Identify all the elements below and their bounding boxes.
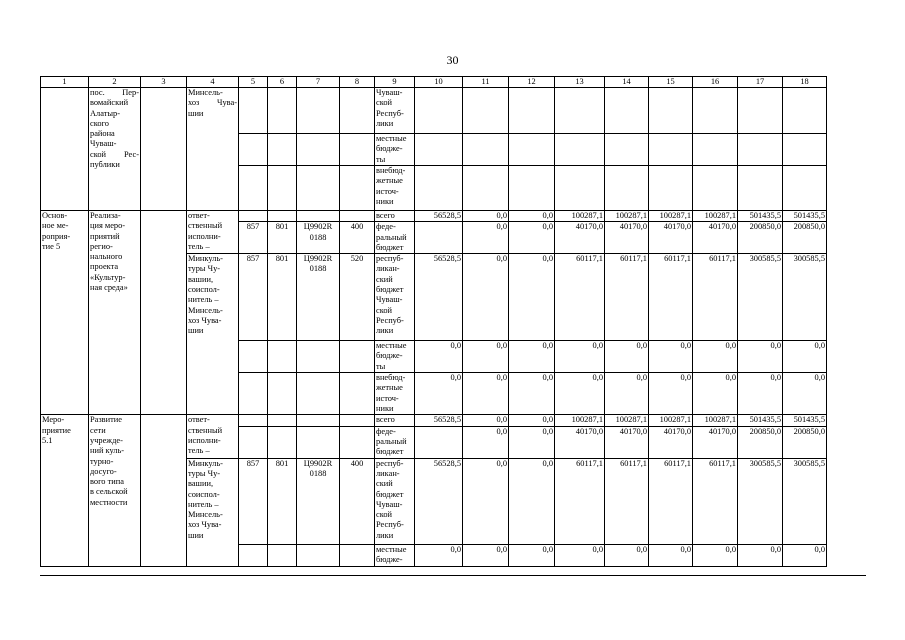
- value-cell: 40170,0: [555, 426, 605, 458]
- cell: [415, 88, 463, 134]
- cell: [239, 544, 268, 566]
- value-cell: 40170,0: [605, 222, 649, 254]
- value-cell: 0,0: [463, 222, 509, 254]
- value-cell: 56528,5: [415, 211, 463, 222]
- cell: 857: [239, 222, 268, 254]
- cell: [463, 166, 509, 211]
- cell: [783, 134, 827, 166]
- header-cell: 12: [509, 77, 555, 88]
- value-cell: 0,0: [415, 341, 463, 373]
- value-cell: 100287,1: [605, 415, 649, 426]
- value-cell: 60117,1: [693, 458, 738, 544]
- value-cell: 0,0: [649, 373, 693, 415]
- cell: 400: [340, 458, 375, 544]
- value-cell: 200850,0: [738, 222, 783, 254]
- value-cell: 60117,1: [649, 254, 693, 341]
- cell: [415, 134, 463, 166]
- cell: [649, 134, 693, 166]
- value-cell: 300585,5: [783, 254, 827, 341]
- value-cell: 200850,0: [783, 222, 827, 254]
- header-cell: 17: [738, 77, 783, 88]
- value-cell: 0,0: [509, 373, 555, 415]
- value-cell: 0,0: [509, 458, 555, 544]
- value-cell: 501435,5: [783, 415, 827, 426]
- value-cell: 0,0: [649, 341, 693, 373]
- cell: [268, 415, 297, 426]
- cell: [239, 341, 268, 373]
- value-cell: 40170,0: [555, 222, 605, 254]
- value-cell: 0,0: [738, 341, 783, 373]
- cell: Ц9902R 0188: [297, 222, 340, 254]
- funding-source-cell: респуб- ликан- ский бюджет Чуваш- ской Респуб- лики: [375, 458, 415, 544]
- table-row: [41, 88, 827, 134]
- cell: [340, 426, 375, 458]
- funding-source-cell: всего: [375, 211, 415, 222]
- cell: [649, 166, 693, 211]
- header-cell: 5: [239, 77, 268, 88]
- value-cell: 0,0: [463, 254, 509, 341]
- cell: [605, 134, 649, 166]
- cell: [340, 544, 375, 566]
- table-row: [41, 211, 827, 222]
- activity-cell: Меро- приятие 5.1: [41, 415, 89, 566]
- cell: [693, 134, 738, 166]
- value-cell: 200850,0: [738, 426, 783, 458]
- activity-name-cell: пос. Пер- вомайский Алатыр- ского района Чуваш- ской Рес- публики: [89, 88, 141, 211]
- cell: 857: [239, 458, 268, 544]
- executor-cell: Минкуль- туры Чу- вашии, соиспол- нитель – Минсель- хоз Чува- шии: [187, 254, 239, 415]
- cell: [340, 211, 375, 222]
- cell: [509, 88, 555, 134]
- cell: [415, 166, 463, 211]
- cell: [738, 166, 783, 211]
- cell: [297, 88, 340, 134]
- value-cell: 100287,1: [693, 211, 738, 222]
- cell: 857: [239, 254, 268, 341]
- value-cell: 56528,5: [415, 458, 463, 544]
- value-cell: 40170,0: [649, 426, 693, 458]
- cell: [297, 134, 340, 166]
- cell: 801: [268, 254, 297, 341]
- value-cell: 60117,1: [605, 254, 649, 341]
- cell: [268, 134, 297, 166]
- cell: [340, 134, 375, 166]
- cell: [239, 166, 268, 211]
- value-cell: 0,0: [415, 544, 463, 566]
- cell: [297, 341, 340, 373]
- value-cell: 0,0: [509, 254, 555, 341]
- value-cell: 0,0: [463, 458, 509, 544]
- header-cell: 4: [187, 77, 239, 88]
- cell: [509, 134, 555, 166]
- value-cell: 501435,5: [783, 211, 827, 222]
- cell: [297, 211, 340, 222]
- header-cell: 9: [375, 77, 415, 88]
- funding-source-cell: местные бюдже-: [375, 544, 415, 566]
- value-cell: 300585,5: [783, 458, 827, 544]
- cell: [239, 134, 268, 166]
- header-cell: 8: [340, 77, 375, 88]
- executor-cell: ответ- ственный исполни- тель –: [187, 415, 239, 458]
- cell: [239, 373, 268, 415]
- cell: [141, 88, 187, 211]
- value-cell: 0,0: [555, 341, 605, 373]
- cell: [297, 415, 340, 426]
- cell: [649, 88, 693, 134]
- value-cell: [415, 426, 463, 458]
- budget-table: [40, 76, 827, 567]
- funding-source-cell: всего: [375, 415, 415, 426]
- cell: [340, 415, 375, 426]
- header-cell: 18: [783, 77, 827, 88]
- header-row: [41, 77, 827, 88]
- cell: [693, 166, 738, 211]
- value-cell: 60117,1: [555, 458, 605, 544]
- cell: [555, 134, 605, 166]
- value-cell: 300585,5: [738, 458, 783, 544]
- header-cell: 6: [268, 77, 297, 88]
- cell: [268, 88, 297, 134]
- value-cell: 0,0: [415, 373, 463, 415]
- funding-source-cell: респуб- ликан- ский бюджет Чуваш- ской Респуб- лики: [375, 254, 415, 341]
- value-cell: 0,0: [463, 211, 509, 222]
- header-cell: 13: [555, 77, 605, 88]
- value-cell: [415, 222, 463, 254]
- value-cell: 40170,0: [693, 222, 738, 254]
- table-row: [41, 415, 827, 426]
- cell: [297, 166, 340, 211]
- value-cell: 0,0: [605, 544, 649, 566]
- header-cell: 2: [89, 77, 141, 88]
- header-cell: 15: [649, 77, 693, 88]
- value-cell: 100287,1: [555, 211, 605, 222]
- activity-name-cell: Развитие сети учрежде- ний куль- турно- досуго- вого типа в сельской местности: [89, 415, 141, 566]
- cell: [268, 341, 297, 373]
- header-cell: 14: [605, 77, 649, 88]
- value-cell: 0,0: [693, 373, 738, 415]
- cell: [141, 415, 187, 566]
- cell: [268, 211, 297, 222]
- value-cell: 100287,1: [605, 211, 649, 222]
- header-cell: 1: [41, 77, 89, 88]
- cell: [239, 211, 268, 222]
- funding-source-cell: внебюд- жетные источ- ники: [375, 166, 415, 211]
- value-cell: 40170,0: [649, 222, 693, 254]
- cell: [783, 88, 827, 134]
- value-cell: 0,0: [463, 544, 509, 566]
- value-cell: 0,0: [649, 544, 693, 566]
- cell: [268, 166, 297, 211]
- cell: [340, 341, 375, 373]
- value-cell: 60117,1: [605, 458, 649, 544]
- value-cell: 0,0: [463, 415, 509, 426]
- cell: [340, 88, 375, 134]
- value-cell: 0,0: [738, 544, 783, 566]
- value-cell: 0,0: [463, 373, 509, 415]
- cell: [141, 211, 187, 415]
- value-cell: 60117,1: [555, 254, 605, 341]
- header-cell: 11: [463, 77, 509, 88]
- cell: [738, 134, 783, 166]
- funding-source-cell: феде- ральный бюджет: [375, 426, 415, 458]
- cell: [268, 544, 297, 566]
- cell: 801: [268, 458, 297, 544]
- value-cell: 100287,1: [649, 415, 693, 426]
- value-cell: 0,0: [605, 341, 649, 373]
- value-cell: 0,0: [555, 544, 605, 566]
- value-cell: 300585,5: [738, 254, 783, 341]
- cell: [605, 88, 649, 134]
- cell: [605, 166, 649, 211]
- cell: [239, 415, 268, 426]
- value-cell: 0,0: [509, 341, 555, 373]
- value-cell: 100287,1: [555, 415, 605, 426]
- value-cell: 0,0: [509, 211, 555, 222]
- cell: [340, 373, 375, 415]
- cell: [555, 166, 605, 211]
- value-cell: 0,0: [783, 373, 827, 415]
- value-cell: 0,0: [509, 415, 555, 426]
- value-cell: 0,0: [509, 544, 555, 566]
- cell: [268, 426, 297, 458]
- cell: Ц9902R 0188: [297, 254, 340, 341]
- value-cell: 60117,1: [693, 254, 738, 341]
- executor-cell: Минсель- хоз Чува- шии: [187, 88, 239, 211]
- table-bottom-rule: [40, 575, 866, 576]
- value-cell: 0,0: [555, 373, 605, 415]
- value-cell: 0,0: [783, 341, 827, 373]
- cell: [555, 88, 605, 134]
- funding-source-cell: внебюд- жетные источ- ники: [375, 373, 415, 415]
- value-cell: 501435,5: [738, 415, 783, 426]
- value-cell: 0,0: [783, 544, 827, 566]
- cell: [297, 373, 340, 415]
- value-cell: 56528,5: [415, 254, 463, 341]
- value-cell: 501435,5: [738, 211, 783, 222]
- cell: Ц9902R 0188: [297, 458, 340, 544]
- funding-source-cell: феде- ральный бюджет: [375, 222, 415, 254]
- cell: [463, 88, 509, 134]
- value-cell: 40170,0: [693, 426, 738, 458]
- activity-name-cell: Реализа- ция меро- приятий регио- нального проекта «Культур- ная среда»: [89, 211, 141, 415]
- value-cell: 0,0: [463, 426, 509, 458]
- value-cell: 0,0: [738, 373, 783, 415]
- value-cell: 0,0: [509, 426, 555, 458]
- page-number: 30: [446, 53, 459, 67]
- value-cell: 100287,1: [649, 211, 693, 222]
- value-cell: 200850,0: [783, 426, 827, 458]
- cell: [297, 544, 340, 566]
- cell: [297, 426, 340, 458]
- funding-source-cell: Чуваш- ской Респуб- лики: [375, 88, 415, 134]
- header-cell: 7: [297, 77, 340, 88]
- funding-source-cell: местные бюдже- ты: [375, 341, 415, 373]
- cell: [738, 88, 783, 134]
- header-cell: 3: [141, 77, 187, 88]
- executor-cell: Минкуль- туры Чу- вашии, соиспол- нитель – Минсель- хоз Чува- шии: [187, 458, 239, 566]
- cell: [509, 166, 555, 211]
- value-cell: 0,0: [693, 544, 738, 566]
- header-cell: 16: [693, 77, 738, 88]
- value-cell: 56528,5: [415, 415, 463, 426]
- executor-cell: ответ- ственный исполни- тель –: [187, 211, 239, 254]
- cell: 801: [268, 222, 297, 254]
- cell: [239, 88, 268, 134]
- value-cell: 60117,1: [649, 458, 693, 544]
- cell: [783, 166, 827, 211]
- activity-cell: Основ- ное ме- роприя- тие 5: [41, 211, 89, 415]
- value-cell: 0,0: [693, 341, 738, 373]
- value-cell: 40170,0: [605, 426, 649, 458]
- value-cell: 0,0: [605, 373, 649, 415]
- value-cell: 0,0: [509, 222, 555, 254]
- cell: [268, 373, 297, 415]
- value-cell: 0,0: [463, 341, 509, 373]
- header-cell: 10: [415, 77, 463, 88]
- cell: [239, 426, 268, 458]
- cell: [340, 166, 375, 211]
- cell: 520: [340, 254, 375, 341]
- cell: 400: [340, 222, 375, 254]
- value-cell: 100287,1: [693, 415, 738, 426]
- cell: [693, 88, 738, 134]
- activity-cell: [41, 88, 89, 211]
- funding-source-cell: местные бюдже- ты: [375, 134, 415, 166]
- cell: [463, 134, 509, 166]
